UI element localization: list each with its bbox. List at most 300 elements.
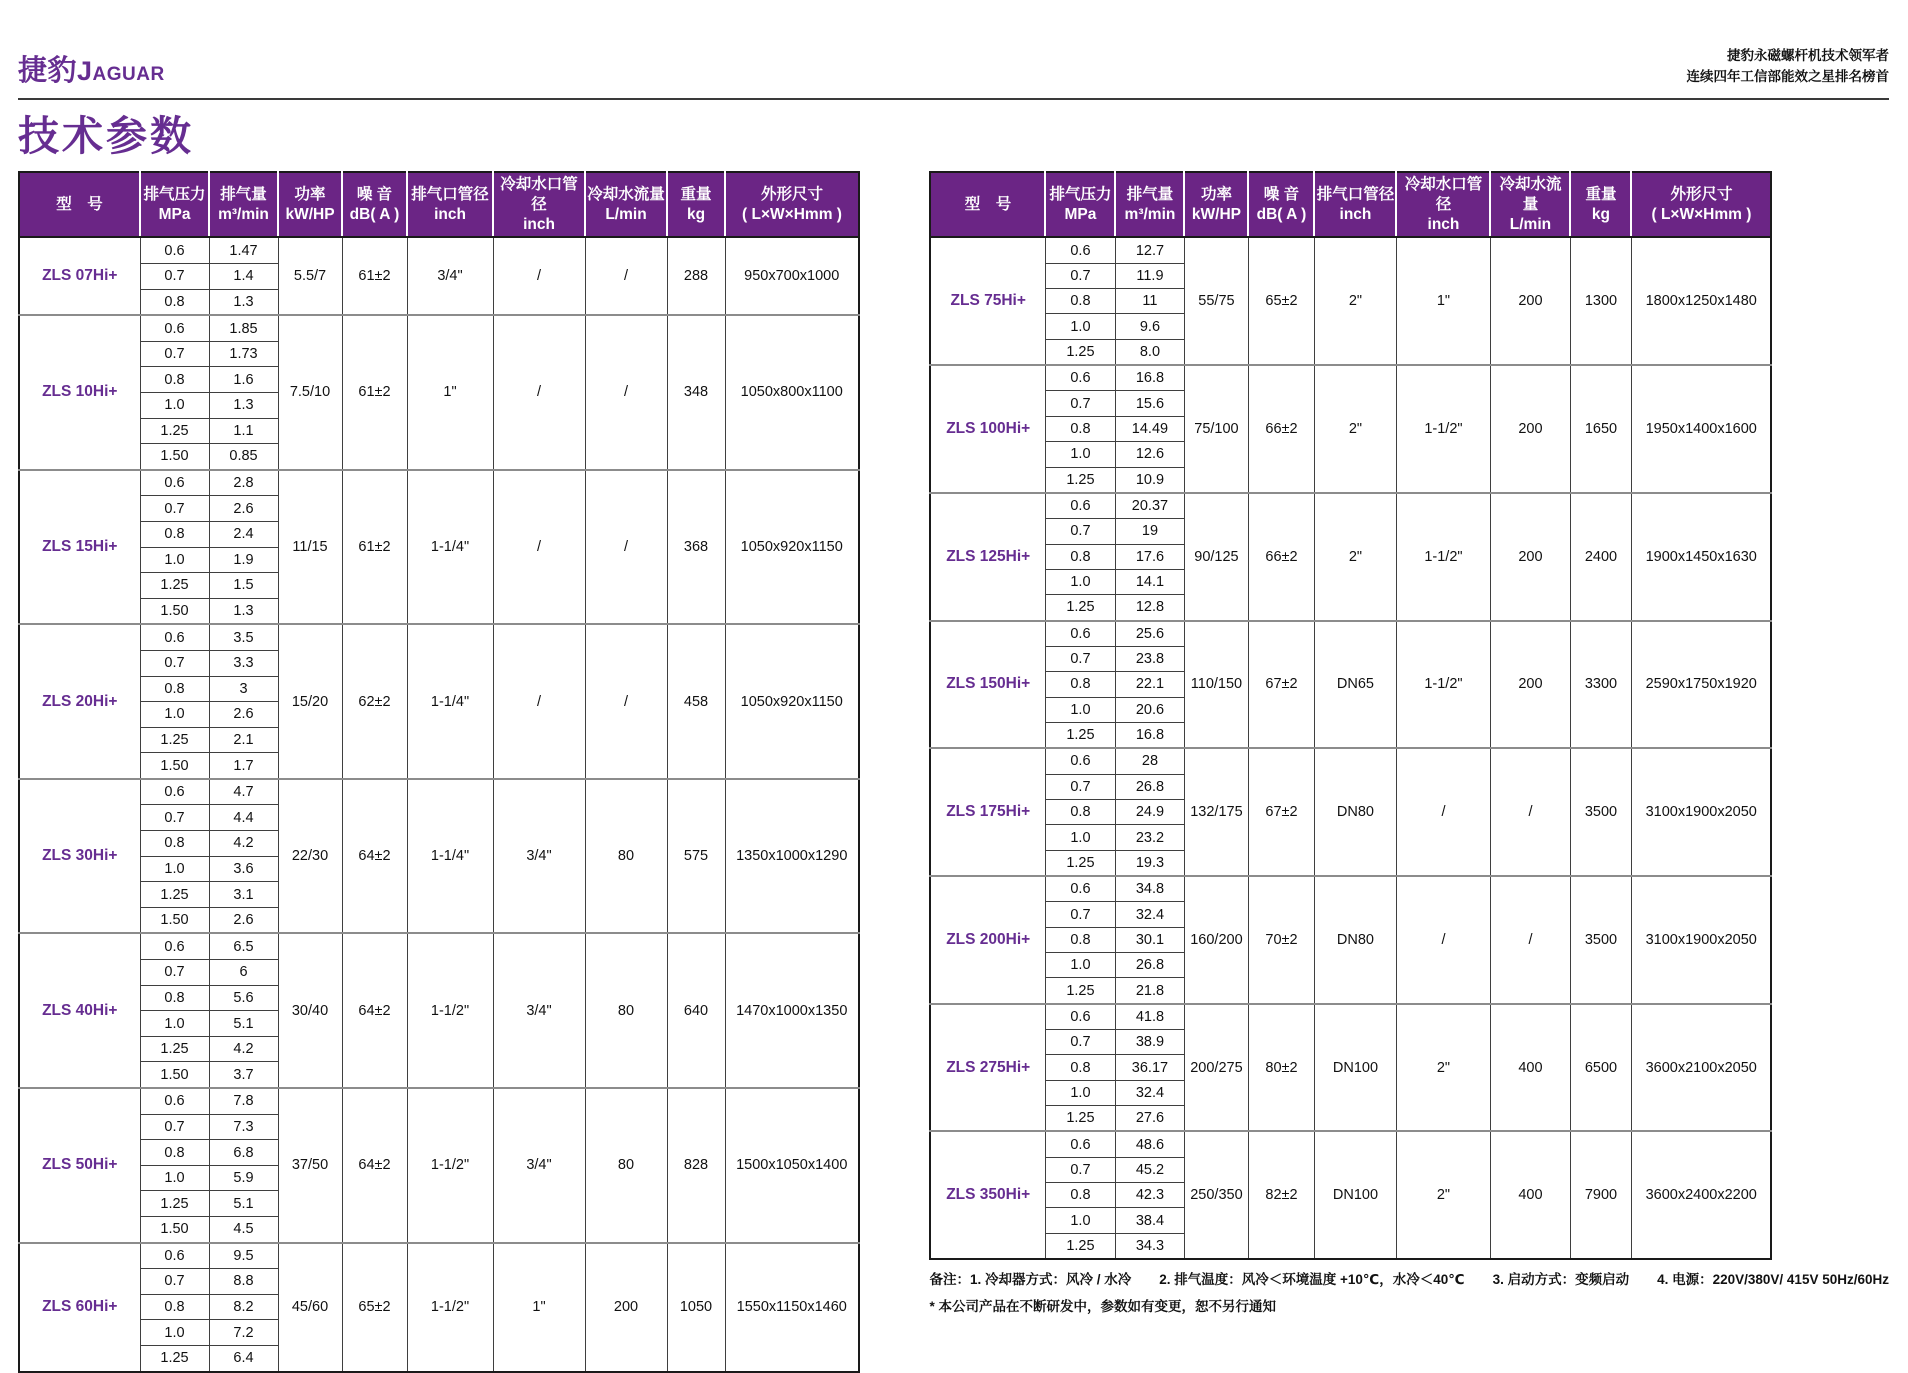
cell-dimensions: 1470x1000x1350 [725,933,859,1088]
cell-weight: 1650 [1570,365,1631,493]
col-header-line2: L/min [1509,215,1552,233]
cell-pressure: 0.7 [140,496,209,522]
spec-row [930,1131,1771,1157]
col-header [1396,172,1490,237]
cell-pressure: 1.25 [140,573,209,599]
col-header-line1: 排气量 [220,185,267,203]
spec-row [19,933,859,959]
model-name: ZLS 30Hi+ [19,779,140,934]
cell-flow: 2.6 [209,907,278,933]
cell-pressure: 1.25 [140,1191,209,1217]
col-header-line2: dB( A ) [349,205,400,223]
cell-flow: 1.5 [209,573,278,599]
cell-noise: 62±2 [342,624,407,779]
col-header-line1: 冷却水口管径 [500,175,578,213]
cell-outlet-pipe: 1-1/2" [407,1088,493,1243]
cell-noise: 67±2 [1248,748,1314,876]
cell-flow: 1.1 [209,418,278,444]
spec-row [930,1004,1771,1030]
cell-cooling-water-port: 1-1/2" [1396,493,1490,621]
cell-weight: 368 [667,470,725,625]
cell-weight: 1050 [667,1243,725,1372]
cell-cooling-water-port: 3/4" [493,933,585,1088]
cell-flow: 3.5 [209,624,278,650]
spec-row [19,779,859,805]
cell-flow: 3.6 [209,856,278,882]
cell-pressure: 0.7 [1045,391,1115,416]
col-header-line1: 排气量 [1126,185,1174,203]
cell-cooling-water-port: / [493,315,585,470]
model-group [930,237,1771,365]
col-header-line2: inch [434,205,466,223]
col-header [342,172,407,237]
cell-flow: 48.6 [1115,1131,1184,1157]
col-header-line2: dB( A ) [1256,205,1307,223]
cell-dimensions: 1900x1450x1630 [1631,493,1771,621]
table-header-row [19,172,859,237]
cell-dimensions: 1050x920x1150 [725,624,859,779]
cell-pressure: 0.8 [140,367,209,393]
col-header [1184,172,1248,237]
cell-flow: 0.85 [209,444,278,470]
brand-logo-en: Jaguar [77,55,165,86]
cell-pressure: 0.6 [140,624,209,650]
cell-dimensions: 3100x1900x2050 [1631,876,1771,1004]
cell-outlet-pipe: 3/4" [407,237,493,315]
col-header [1045,172,1115,237]
cell-flow: 7.8 [209,1088,278,1114]
cell-power: 110/150 [1184,621,1248,749]
cell-flow: 3.3 [209,650,278,676]
cell-weight: 458 [667,624,725,779]
cell-flow: 25.6 [1115,621,1184,647]
cell-pressure: 1.0 [140,1011,209,1037]
col-header-line1: 排气口管径 [1316,185,1395,203]
cell-power: 30/40 [278,933,342,1088]
cell-pressure: 1.25 [1045,1106,1115,1132]
cell-outlet-pipe: DN100 [1314,1004,1396,1132]
model-name: ZLS 07Hi+ [19,237,140,315]
cell-flow: 6 [209,960,278,986]
col-header-line1: 外形尺寸 [1670,185,1733,203]
cell-noise: 61±2 [342,470,407,625]
cell-cooling-water-port: / [493,237,585,315]
cell-pressure: 0.6 [1045,1131,1115,1157]
spec-row [19,1243,859,1269]
cell-pressure: 1.0 [1045,569,1115,594]
cell-flow: 2.6 [209,702,278,728]
col-header-line1: 功率 [1200,185,1232,203]
cell-flow: 19.3 [1115,850,1184,876]
model-group [19,779,859,934]
cell-weight: 1300 [1570,237,1631,365]
col-header-line2: kW/HP [285,205,335,223]
cell-dimensions: 1800x1250x1480 [1631,237,1771,365]
left-panel [18,171,860,1373]
cell-flow: 11.9 [1115,263,1184,288]
cell-flow: 6.5 [209,933,278,959]
cell-power: 11/15 [278,470,342,625]
cell-pressure: 1.25 [1045,339,1115,365]
cell-pressure: 0.7 [1045,519,1115,544]
cell-cooling-water-port: 2" [1396,1004,1490,1132]
cell-pressure: 0.8 [1045,289,1115,314]
model-name: ZLS 275Hi+ [930,1004,1045,1132]
footnote-line-1 [929,1270,1889,1290]
footnote-segment: 备注：1. 冷却器方式：风冷 / 水冷 [929,1272,1132,1288]
cell-flow: 8.8 [209,1269,278,1295]
model-group [19,1243,859,1372]
cell-pressure: 0.7 [1045,774,1115,799]
cell-weight: 6500 [1570,1004,1631,1132]
model-group [19,315,859,470]
header-taglines [1687,46,1890,88]
cell-cooling-water-port: 2" [1396,1131,1490,1259]
cell-noise: 66±2 [1248,365,1314,493]
cell-flow: 30.1 [1115,927,1184,952]
cell-flow: 34.3 [1115,1233,1184,1259]
cell-flow: 23.8 [1115,646,1184,671]
cell-flow: 20.6 [1115,697,1184,722]
cell-pressure: 0.7 [1045,1157,1115,1182]
col-header-line1: 功率 [294,185,326,203]
cell-pressure: 0.7 [140,341,209,367]
cell-flow: 9.6 [1115,314,1184,339]
cell-pressure: 0.7 [1045,646,1115,671]
cell-pressure: 0.6 [140,315,209,341]
col-header-line2: m³/min [218,205,269,223]
page-title: 技术参数 [18,112,194,159]
cell-weight: 640 [667,933,725,1088]
cell-weight: 2400 [1570,493,1631,621]
col-header [407,172,493,237]
cell-flow: 1.85 [209,315,278,341]
col-header [667,172,725,237]
cell-dimensions: 3600x2400x2200 [1631,1131,1771,1259]
cell-flow: 28 [1115,748,1184,774]
cell-cooling-water-port: 1" [1396,237,1490,365]
spec-row [19,237,859,263]
footnotes [929,1270,1889,1318]
cell-weight: 3500 [1570,748,1631,876]
cell-pressure: 0.7 [140,264,209,290]
col-header-line2: kW/HP [1191,205,1241,223]
cell-pressure: 1.0 [1045,953,1115,978]
cell-flow: 3 [209,676,278,702]
cell-pressure: 1.25 [1045,467,1115,493]
model-name: ZLS 40Hi+ [19,933,140,1088]
tagline-line-1: 捷豹永磁螺杆机技术领军者 [1727,48,1889,63]
model-name: ZLS 175Hi+ [930,748,1045,876]
cell-pressure: 1.50 [140,444,209,470]
model-name: ZLS 20Hi+ [19,624,140,779]
cell-flow: 6.8 [209,1140,278,1166]
cell-noise: 61±2 [342,315,407,470]
cell-outlet-pipe: 2" [1314,493,1396,621]
col-header [209,172,278,237]
model-group [930,748,1771,876]
col-header-line2: inch [1427,215,1460,233]
col-header-line1: 排气压力 [143,185,206,203]
cell-pressure: 0.8 [140,985,209,1011]
model-group [930,621,1771,749]
cell-cooling-water-flow: 200 [1490,493,1570,621]
cell-pressure: 0.6 [1045,493,1115,519]
cell-noise: 67±2 [1248,621,1314,749]
col-header-line2: kg [686,205,706,223]
cell-noise: 61±2 [342,237,407,315]
cell-flow: 23.2 [1115,825,1184,850]
cell-flow: 26.8 [1115,774,1184,799]
cell-pressure: 0.8 [1045,927,1115,952]
cell-pressure: 1.0 [1045,1208,1115,1233]
cell-flow: 24.9 [1115,799,1184,824]
col-header [585,172,667,237]
cell-cooling-water-port: / [1396,748,1490,876]
cell-cooling-water-flow: 200 [585,1243,667,1372]
model-group [930,493,1771,621]
cell-flow: 6.4 [209,1345,278,1371]
cell-outlet-pipe: 1-1/2" [407,933,493,1088]
cell-cooling-water-flow: 200 [1490,621,1570,749]
cell-pressure: 1.50 [140,753,209,779]
cell-flow: 10.9 [1115,467,1184,493]
cell-pressure: 0.7 [140,805,209,831]
cell-cooling-water-flow: / [1490,748,1570,876]
col-header [1248,172,1314,237]
cell-cooling-water-flow: / [1490,876,1570,1004]
cell-flow: 19 [1115,519,1184,544]
cell-noise: 70±2 [1248,876,1314,1004]
brand-logo-cn: 捷豹 [18,54,78,87]
cell-pressure: 1.25 [140,418,209,444]
spec-row [930,621,1771,647]
cell-pressure: 1.50 [140,1216,209,1242]
model-group [19,624,859,779]
spec-row [19,315,859,341]
cell-cooling-water-flow: / [585,237,667,315]
cell-cooling-water-port: 3/4" [493,779,585,934]
spec-table-left [18,171,860,1373]
model-group [19,1088,859,1243]
cell-flow: 22.1 [1115,672,1184,697]
cell-flow: 16.8 [1115,365,1184,391]
cell-cooling-water-port: / [1396,876,1490,1004]
table-header-row [930,172,1771,237]
cell-pressure: 0.6 [1045,1004,1115,1030]
cell-outlet-pipe: DN100 [1314,1131,1396,1259]
col-header-line1: 冷却水流量 [1499,175,1562,213]
cell-pressure: 1.0 [1045,825,1115,850]
cell-pressure: 0.8 [1045,672,1115,697]
brand-logo [18,56,165,88]
cell-pressure: 0.6 [1045,876,1115,902]
cell-flow: 2.8 [209,470,278,496]
cell-power: 22/30 [278,779,342,934]
model-group [19,933,859,1088]
col-header [1490,172,1570,237]
cell-power: 75/100 [1184,365,1248,493]
model-name: ZLS 15Hi+ [19,470,140,625]
cell-cooling-water-flow: / [585,624,667,779]
cell-pressure: 0.8 [140,1140,209,1166]
cell-noise: 65±2 [1248,237,1314,365]
tagline-line-2: 连续四年工信部能效之星排名榜首 [1686,68,1889,84]
cell-power: 55/75 [1184,237,1248,365]
cell-flow: 41.8 [1115,1004,1184,1030]
spec-row [19,1088,859,1114]
cell-flow: 1.9 [209,547,278,573]
cell-pressure: 1.25 [1045,1233,1115,1259]
cell-flow: 26.8 [1115,953,1184,978]
cell-dimensions: 1500x1050x1400 [725,1088,859,1243]
model-name: ZLS 125Hi+ [930,493,1045,621]
col-header-line2: MPa [158,205,191,223]
cell-flow: 27.6 [1115,1106,1184,1132]
col-header-line1: 排气口管径 [411,185,489,203]
cell-noise: 64±2 [342,779,407,934]
model-group [930,1131,1771,1259]
cell-pressure: 0.7 [140,1269,209,1295]
cell-flow: 1.3 [209,289,278,315]
cell-pressure: 1.50 [140,598,209,624]
cell-weight: 828 [667,1088,725,1243]
cell-pressure: 1.25 [140,1036,209,1062]
cell-flow: 1.7 [209,753,278,779]
cell-cooling-water-port: / [493,470,585,625]
cell-outlet-pipe: 2" [1314,365,1396,493]
cell-flow: 32.4 [1115,902,1184,927]
cell-dimensions: 3600x2100x2050 [1631,1004,1771,1132]
cell-noise: 66±2 [1248,493,1314,621]
cell-pressure: 0.8 [140,289,209,315]
col-header [930,172,1045,237]
cell-pressure: 0.8 [1045,1183,1115,1208]
cell-power: 160/200 [1184,876,1248,1004]
cell-power: 132/175 [1184,748,1248,876]
cell-flow: 8.0 [1115,339,1184,365]
cell-flow: 32.4 [1115,1080,1184,1105]
cell-pressure: 0.6 [1045,748,1115,774]
cell-outlet-pipe: 1-1/2" [407,1243,493,1372]
cell-flow: 2.6 [209,496,278,522]
cell-power: 7.5/10 [278,315,342,470]
cell-flow: 14.1 [1115,569,1184,594]
col-header [140,172,209,237]
cell-noise: 82±2 [1248,1131,1314,1259]
spec-row [930,493,1771,519]
cell-pressure: 0.8 [1045,1055,1115,1080]
cell-outlet-pipe: 2" [1314,237,1396,365]
cell-flow: 1.3 [209,598,278,624]
col-header-line1: 重量 [1585,185,1617,203]
cell-pressure: 0.6 [140,237,209,263]
col-header [278,172,342,237]
footnote-segment: 3. 启动方式：变频启动 [1492,1272,1630,1288]
col-header-line1: 冷却水口管径 [1404,175,1483,213]
cell-flow: 9.5 [209,1243,278,1269]
col-header-line1: 排气压力 [1049,185,1112,203]
cell-flow: 2.1 [209,727,278,753]
cell-weight: 348 [667,315,725,470]
cell-dimensions: 950x700x1000 [725,237,859,315]
cell-pressure: 0.6 [140,933,209,959]
cell-flow: 5.9 [209,1165,278,1191]
cell-flow: 3.7 [209,1062,278,1088]
cell-flow: 7.2 [209,1320,278,1346]
cell-outlet-pipe: 1" [407,315,493,470]
cell-flow: 1.4 [209,264,278,290]
cell-flow: 16.8 [1115,722,1184,748]
model-name: ZLS 75Hi+ [930,237,1045,365]
cell-noise: 64±2 [342,933,407,1088]
col-header-line1: 型 号 [56,195,103,213]
col-header-line1: 重量 [680,185,712,203]
cell-flow: 8.2 [209,1294,278,1320]
cell-pressure: 0.6 [140,1243,209,1269]
cell-pressure: 0.7 [1045,902,1115,927]
cell-cooling-water-port: 3/4" [493,1088,585,1243]
cell-pressure: 1.0 [1045,1080,1115,1105]
model-group [930,1004,1771,1132]
model-name: ZLS 100Hi+ [930,365,1045,493]
cell-outlet-pipe: 1-1/4" [407,779,493,934]
cell-cooling-water-flow: 400 [1490,1131,1570,1259]
spec-row [930,365,1771,391]
cell-cooling-water-flow: 200 [1490,365,1570,493]
cell-flow: 11 [1115,289,1184,314]
cell-weight: 7900 [1570,1131,1631,1259]
spec-row [930,748,1771,774]
cell-pressure: 1.25 [140,727,209,753]
cell-pressure: 0.7 [140,960,209,986]
cell-pressure: 0.7 [1045,1030,1115,1055]
cell-pressure: 0.8 [140,1294,209,1320]
cell-flow: 7.3 [209,1114,278,1140]
col-header [1314,172,1396,237]
cell-weight: 575 [667,779,725,934]
cell-power: 45/60 [278,1243,342,1372]
cell-pressure: 0.7 [140,650,209,676]
cell-pressure: 1.0 [1045,697,1115,722]
cell-power: 200/275 [1184,1004,1248,1132]
header-divider [18,98,1889,100]
cell-flow: 4.2 [209,831,278,857]
cell-pressure: 1.25 [1045,722,1115,748]
col-header-line2: kg [1591,205,1610,223]
cell-noise: 80±2 [1248,1004,1314,1132]
cell-pressure: 0.8 [140,676,209,702]
cell-cooling-water-flow: 80 [585,779,667,934]
cell-pressure: 1.0 [140,856,209,882]
cell-flow: 5.1 [209,1191,278,1217]
model-name: ZLS 150Hi+ [930,621,1045,749]
cell-cooling-water-flow: 80 [585,1088,667,1243]
model-name: ZLS 60Hi+ [19,1243,140,1372]
cell-pressure: 0.6 [140,1088,209,1114]
cell-dimensions: 1550x1150x1460 [725,1243,859,1372]
spec-row [930,237,1771,263]
cell-outlet-pipe: 1-1/4" [407,624,493,779]
cell-flow: 17.6 [1115,544,1184,569]
cell-cooling-water-flow: / [585,470,667,625]
cell-pressure: 0.6 [1045,621,1115,647]
cell-pressure: 0.6 [140,470,209,496]
cell-power: 37/50 [278,1088,342,1243]
cell-pressure: 1.0 [140,392,209,418]
col-header-line2: inch [523,215,555,233]
footnote-segment: 2. 排气温度：风冷＜环境温度 +10℃，水冷＜40℃ [1159,1272,1465,1288]
